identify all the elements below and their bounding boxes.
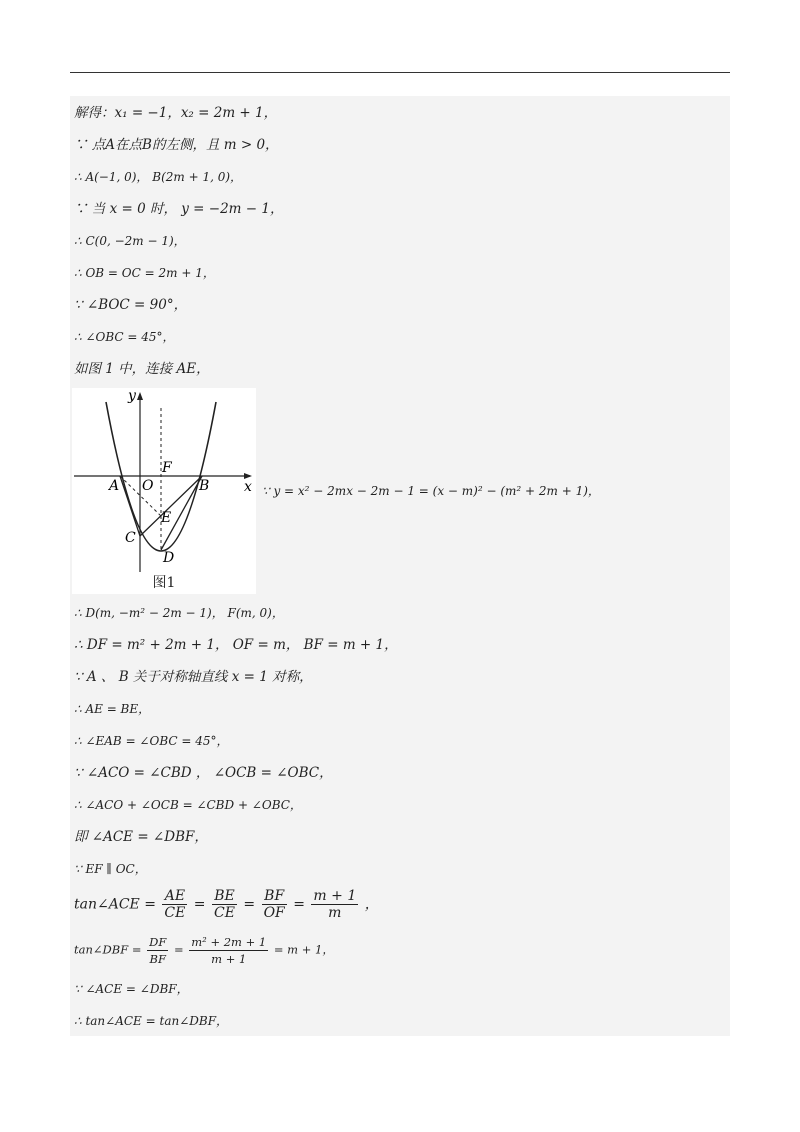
- solution-line-5: ∴ C(0, −2m − 1)，: [74, 234, 186, 248]
- solution-line-1: 解得：x₁ = −1，x₂ = 2m + 1，: [74, 105, 278, 121]
- fraction-ae-ce: $\frac{AE}{CE}$: [164, 888, 186, 921]
- solution-line-21: ∵ ∠ACE = ∠DBF，: [74, 982, 189, 996]
- equals-sign: =: [173, 942, 184, 957]
- label-d: D: [163, 550, 175, 566]
- tan-dbf-lead: tan∠DBF =: [74, 942, 142, 957]
- tan-ace-lead: tan∠ACE =: [74, 896, 156, 913]
- y-axis-arrow-icon: [137, 392, 143, 400]
- solution-line-3: ∴ A(−1, 0)， B(2m + 1, 0)，: [74, 170, 243, 184]
- solution-line-9: 如图 1 中，连接 AE，: [74, 361, 210, 377]
- tan-dbf-equation: [74, 934, 334, 967]
- solution-line-14: ∴ ∠EAB = ∠OBC = 45°，: [74, 734, 229, 748]
- solution-line-16: ∴ ∠ACO + ∠OCB = ∠CBD + ∠OBC，: [74, 798, 302, 812]
- label-y: y: [128, 388, 136, 404]
- solution-line-4: ∵ 当 x = 0 时， y = −2m − 1，: [74, 201, 284, 217]
- equals-sign: =: [293, 896, 305, 913]
- header-rule: [70, 72, 730, 73]
- solution-line-15: ∵ ∠ACO = ∠CBD ， ∠OCB = ∠OBC，: [74, 765, 333, 781]
- solution-line-11: ∴ DF = m² + 2m + 1， OF = m， BF = m + 1，: [74, 637, 398, 653]
- equals-sign: =: [193, 896, 206, 913]
- label-f: F: [162, 460, 172, 476]
- parabola-equation: ∵ y = x² − 2mx − 2m − 1 = (x − m)² − (m² + 2m + 1)，: [262, 484, 600, 498]
- solution-line-18: ∵ EF ∥ OC，: [74, 862, 147, 876]
- fraction-m2-2m-1-over-m-1: $\frac{\text{m² + 2m + 1}}{m + 1}$: [191, 935, 267, 966]
- label-o: O: [142, 478, 154, 494]
- solution-line-12: ∵ A 、 B 关于对称轴直线 x = 1 对称，: [74, 669, 313, 685]
- solution-line-13: ∴ AE = BE，: [74, 702, 151, 716]
- fraction-m-plus-1-over-m: $\frac{m + 1}{m}$: [313, 888, 357, 921]
- solution-line-2: ∵ 点A在点B的左侧，且 m > 0，: [74, 137, 279, 153]
- tan-ace-equation: [74, 888, 379, 921]
- figure-caption: 图1: [152, 575, 176, 591]
- equals-sign: =: [243, 896, 256, 913]
- parabola-diagram: [72, 388, 256, 594]
- fraction-be-ce: $\frac{BE}{CE}$: [213, 888, 235, 921]
- solution-line-8: ∴ ∠OBC = 45°，: [74, 330, 175, 344]
- solution-line-6: ∴ OB = OC = 2m + 1，: [74, 266, 215, 280]
- solution-line-10: ∴ D(m, −m² − 2m − 1)， F(m, 0)，: [74, 606, 284, 620]
- fraction-bf-of: $\frac{BF}{OF}$: [263, 888, 285, 921]
- solution-line-17: 即 ∠ACE = ∠DBF，: [74, 829, 208, 845]
- label-c: C: [125, 530, 136, 546]
- label-a: A: [109, 478, 120, 494]
- figure-1: [72, 388, 256, 594]
- label-x: x: [244, 479, 252, 495]
- trailing-comma: ，: [364, 896, 379, 913]
- segment-ac: [120, 476, 140, 536]
- solution-line-22: ∴ tan∠ACE = tan∠DBF，: [74, 1014, 229, 1028]
- label-e: E: [161, 510, 172, 526]
- tan-dbf-result: = m + 1，: [273, 942, 334, 957]
- solution-line-7: ∵ ∠BOC = 90°，: [74, 297, 188, 313]
- fraction-df-bf: $\frac{DF}{BF}$: [149, 935, 167, 966]
- label-b: B: [199, 478, 210, 494]
